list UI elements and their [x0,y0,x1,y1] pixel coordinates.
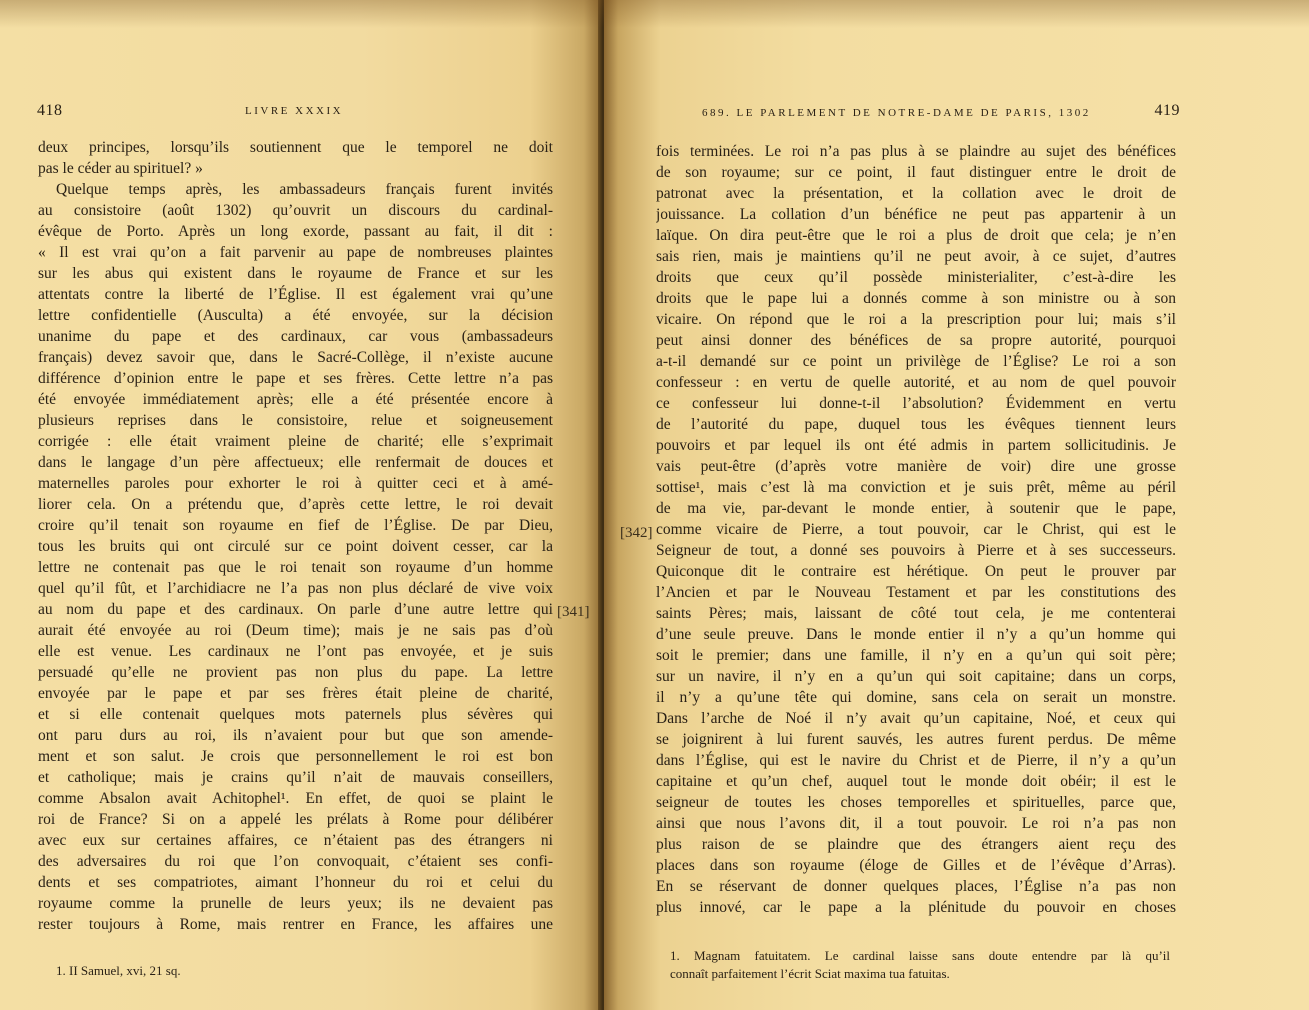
text-line: soit le premier; dans une famille, il n’y en a qu’un qui soit père; [656,647,1176,664]
text-line: lettre confidentielle (Ausculta) a été envoyée, sur la décision [38,307,553,324]
text-line: quel qu’il fût, et l’archidiacre ne l’a pas non plus déclaré de vive voix [38,580,553,597]
text-line: au nom du pape et des cardinaux. On parle d’une autre lettre qui [38,601,553,618]
text-line: évêque de Porto. Après un long exorde, passant au fait, il dit : [38,223,553,240]
text-line: peut ainsi donner des bénéfices de sa propre autorité, pourquoi [656,332,1176,349]
left-text-block [38,137,553,935]
right-page-number: 419 [1154,102,1180,119]
text-line: patronat avec la présentation, et la collation avec le droit de [656,185,1176,202]
text-line: capitaine et qu’un chef, auquel tout le monde doit obéir; il est le [656,773,1176,790]
marginal-page-ref-342: [342] [620,525,653,541]
text-line: rester toujours à Rome, mais rentrer en France, les affaires une [38,916,553,933]
text-line: persuadé qu’elle ne provient pas non plus du pape. La lettre [38,664,553,681]
text-line: jouissance. La collation d’un bénéfice ne peut pas appartenir à un [656,206,1176,223]
text-line: plusieurs reprises dans le consistoire, relue et soigneusement [38,412,553,429]
text-line: corrigée : elle était vraiment pleine de charité; elle s’exprimait [38,433,553,450]
text-line: sur les abus qui existent dans le royaume de France et sur les [38,265,553,282]
text-line: au consistoire (août 1302) qu’ouvrit un discours du cardinal- [38,202,553,219]
text-line: avec eux sur certaines affaires, ce n’étaient pas des étrangers ni [38,832,553,849]
text-line: Seigneur de tout, a donné ses pouvoirs à Pierre et à ses successeurs. [656,542,1176,559]
text-line: ce confesseur lui donne-t-il l’absolution? Évidemment en vertu [656,395,1176,412]
text-line: d’une seule preuve. Dans le monde entier il n’y a qu’un homme qui [656,626,1176,643]
text-line: fois terminées. Le roi n’a pas plus à se plaindre au sujet des bénéfices [656,143,1176,160]
text-line: Quelque temps après, les ambassadeurs français furent invités [56,181,553,198]
text-line: de son royaume; sur ce point, il faut distinguer entre le droit de [656,164,1176,181]
text-line: droits que le pape lui a donnés comme à son ministre ou à son [656,290,1176,307]
text-line: deux principes, lorsqu’ils soutiennent que le temporel ne doit [38,139,553,156]
text-line: a-t-il demandé sur ce point un privilège de l’Église? Le roi a son [656,353,1176,370]
left-running-title: LIVRE XXXIX [245,105,344,117]
text-line: pas le céder au spirituel? » [38,160,203,177]
text-line: attentats contre la liberté de l’Église. Il est également vrai qu’une [38,286,553,303]
text-line: il n’y a qu’une tête qui domine, sans cela on serait un monstre. [656,689,1176,706]
left-footnote: 1. II Samuel, xvi, 21 sq. [56,963,181,978]
text-line: ainsi que nous l’avons dit, il a tout pouvoir. Le roi n’a pas non [656,815,1176,832]
right-page [604,0,1309,1010]
text-line: Quiconque dit le contraire est hérétique. On peut le prouver par [656,563,1176,580]
text-line: places dans son royaume (éloge de Gilles et de l’évêque d’Arras). [656,857,1176,874]
text-line: sur un navire, il n’y en a qu’un qui soit capitaine; dans un corps, [656,668,1176,685]
text-line: français) devez savoir que, dans le Sacré-Collège, il n’existe aucune [38,349,553,366]
text-line: ont paru durs au roi, ils n’avaient pour but que son amende- [38,727,553,744]
right-footnote-line: 1. Magnam fatuitatem. Le cardinal laisse sans doute entendre par là qu’il [670,948,1170,963]
text-line: liorer cela. On a prétendu que, d’après cette lettre, le roi devait [38,496,553,513]
text-line: confesseur : en vertu de quelle autorité, et au nom de quel pouvoir [656,374,1176,391]
text-line: dents et ses compatriotes, aimant l’honneur du roi et celui du [38,874,553,891]
text-line: tous les bruits qui ont circulé sur ce point doivent cesser, car la [38,538,553,555]
text-line: comme Absalon avait Achitophel¹. En effet, de quoi se plaint le [38,790,553,807]
text-line: elle est venue. Les cardinaux ne l’ont pas envoyée, et je suis [38,643,553,660]
text-line: dans l’Église, qui est le navire du Christ et de Pierre, il n’y a qu’un [656,752,1176,769]
left-page [0,0,602,1010]
text-line: En se réservant de donner quelques places, l’Église n’a pas non [656,878,1176,895]
text-line: droits que ceux qu’il possède ministerialiter, c’est-à-dire les [656,269,1176,286]
right-running-head [702,104,1180,121]
text-line: comme vicaire de Pierre, a tout pouvoir, car le Christ, qui est le [656,521,1176,538]
top-shadow [0,0,1309,28]
right-footnote [670,947,1170,983]
text-line: aurait été envoyée au roi (Deum time); mais je ne sais pas d’où [38,622,553,639]
text-line: sottise¹, mais c’est là ma conviction et je suis prêt, même au péril [656,479,1176,496]
text-line: seigneur de toutes les choses temporelles et spirituelles, parce que, [656,794,1176,811]
text-line: se joignirent à lui furent sauvés, les autres furent perdus. De même [656,731,1176,748]
text-line: unanime du pape et des cardinaux, car vous (ambassadeurs [38,328,553,345]
text-line: différence d’opinion entre le pape et ses frères. Cette lettre n’a pas [38,370,553,387]
text-line: royaume comme la prunelle de leurs yeux; ils ne devaient pas [38,895,553,912]
text-line: envoyée par le pape et par ses frères était pleine de charité, [38,685,553,702]
left-running-head [37,102,557,120]
text-line: vais peut-être (d’après votre manière de voir) dire une grosse [656,458,1176,475]
text-line: et si elle contenait quelques mots paternels plus sévères qui [38,706,553,723]
text-line: laïque. On dira peut-être que le roi a plus de droit que cela; je n’en [656,227,1176,244]
text-line: ment et son salut. Je crois que personnellement le roi est bon [38,748,553,765]
text-line: l’Ancien et par le Nouveau Testament et par les constitutions des [656,584,1176,601]
text-line: plus raison de se plaindre que des étrangers aient reçu des [656,836,1176,853]
text-line: été envoyée immédiatement après; elle a été présentée encore à [38,391,553,408]
text-line: maternelles paroles pour exhorter le roi à quitter ceci et à amé- [38,475,553,492]
text-line: « Il est vrai qu’on a fait parvenir au pape de nombreuses plaintes [38,244,553,261]
text-line: de l’autorité du pape, duquel tous les évêques tiennent leurs [656,416,1176,433]
text-line: des adversaires du roi que l’on convoquait, c’étaient ses confi- [38,853,553,870]
text-line: Dans l’arche de Noé il n’y avait qu’un capitaine, Noé, et ceux qui [656,710,1176,727]
text-line: sais rien, mais je maintiens qu’il ne peut avoir, à ce sujet, d’autres [656,248,1176,265]
right-footnote-line: connaît parfaitement l’écrit Sciat maxima tua fatuitas. [670,966,950,981]
text-line: vicaire. On répond que le roi a la prescription pour lui; mais s’il [656,311,1176,328]
text-line: et catholique; mais je crains qu’il n’ait de mauvais conseillers, [38,769,553,786]
text-line: plus innové, car le pape a la plénitude du pouvoir en choses [656,899,1176,916]
marginal-page-ref-341: [341] [557,604,590,620]
left-page-number: 418 [37,102,63,119]
text-line: roi de France? Si on a appelé les prélats à Rome pour délibérer [38,811,553,828]
text-line: pouvoirs et par lequel ils ont été admis in partem sollicitudinis. Je [656,437,1176,454]
right-running-title: 689. LE PARLEMENT DE NOTRE-DAME DE PARIS, 1302 [702,107,1091,119]
text-line: dans le langage d’un père affectueux; elle renfermait de douces et [38,454,553,471]
text-line: saints Pères; mais, laissant de côté tout cela, je me contenterai [656,605,1176,622]
text-line: lettre ne contenait pas que le roi tenait son royaume d’un homme [38,559,553,576]
right-text-block [656,141,1176,918]
text-line: croire qu’il tenait son royaume en fief de l’Église. De par Dieu, [38,517,553,534]
text-line: de ma vie, par-devant le monde entier, à soutenir que le pape, [656,500,1176,517]
